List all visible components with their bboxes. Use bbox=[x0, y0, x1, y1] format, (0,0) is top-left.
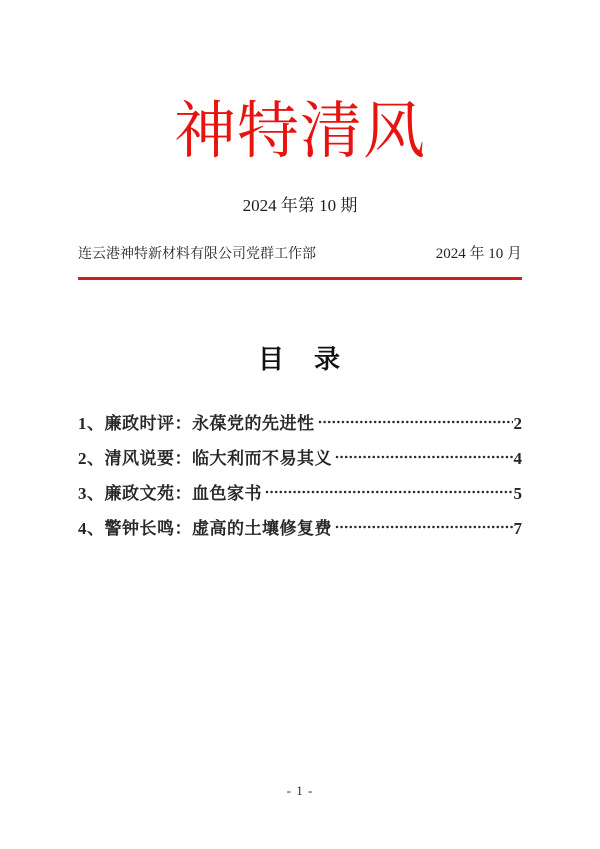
publisher-row bbox=[78, 245, 522, 264]
publisher-name: 连云港神特新材料有限公司党群工作部 bbox=[78, 247, 316, 263]
newsletter-title: 神特清风 bbox=[173, 98, 426, 166]
toc-heading: 目 录 bbox=[257, 345, 342, 375]
toc-entry-title: 4、警钟长鸣：虚高的土壤修复费 bbox=[78, 519, 332, 539]
page-number-footer: - 1 - bbox=[286, 783, 314, 798]
dot-leader bbox=[333, 447, 513, 464]
toc-entry bbox=[78, 517, 522, 537]
toc-entry-page-number: 4 bbox=[513, 449, 522, 469]
dot-leader bbox=[333, 517, 513, 534]
toc-entry bbox=[78, 482, 522, 502]
red-divider-rule bbox=[78, 277, 522, 280]
toc-entry bbox=[78, 412, 522, 432]
toc-list bbox=[78, 412, 522, 537]
toc-entry-title: 1、廉政时评：永葆党的先进性 bbox=[78, 414, 315, 434]
issue-number: 2024 年第 10 期 bbox=[242, 196, 358, 216]
toc-entry-page-number: 7 bbox=[513, 519, 522, 539]
dot-leader bbox=[263, 482, 513, 499]
publication-date: 2024 年 10 月 bbox=[435, 246, 522, 263]
toc-entry-title: 3、廉政文苑：血色家书 bbox=[78, 484, 262, 504]
toc-entry-title: 2、清风说要：临大利而不易其义 bbox=[78, 449, 332, 469]
dot-leader bbox=[316, 412, 513, 429]
toc-entry-page-number: 5 bbox=[513, 484, 522, 504]
toc-entry-page-number: 2 bbox=[513, 414, 522, 434]
toc-entry bbox=[78, 447, 522, 467]
